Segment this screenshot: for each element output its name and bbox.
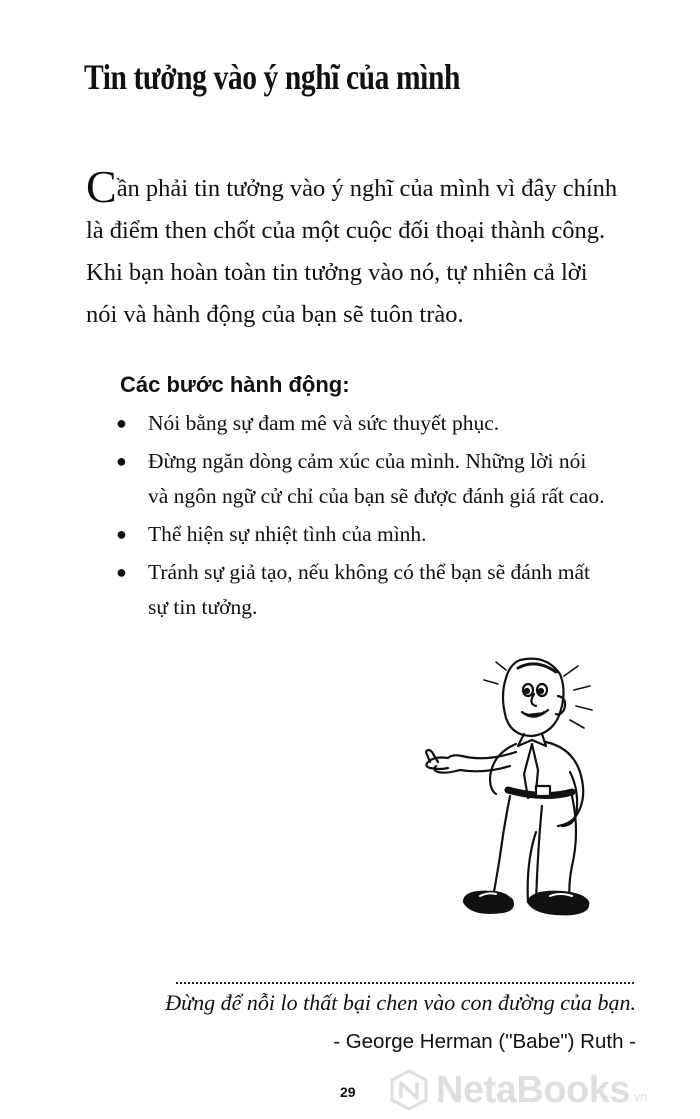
steps-list xyxy=(116,406,656,628)
intro-line: Cần phải tin tưởng vào ý nghĩ của mình vì đây chính xyxy=(86,161,618,212)
step-text: và ngôn ngữ cử chỉ của bạn sẽ được đánh giá rất cao. xyxy=(148,484,605,508)
intro-line: Khi bạn hoàn toàn tin tưởng vào nó, tự nhiên cả lời xyxy=(86,259,588,286)
watermark xyxy=(388,1068,647,1112)
bullet-icon: ● xyxy=(116,451,127,471)
watermark-brand: NetaBooks xyxy=(436,1068,630,1111)
step-item xyxy=(116,517,656,552)
bullet-icon: ● xyxy=(116,413,127,433)
step-text: Đừng ngăn dòng cảm xúc của mình. Những lời nói xyxy=(148,449,587,473)
confident-man-illustration xyxy=(424,656,624,931)
quote-author: - George Herman ("Babe") Ruth - xyxy=(333,1030,636,1053)
drop-cap: C xyxy=(86,161,117,212)
step-text: Tránh sự giả tạo, nếu không có thể bạn sẽ đánh mất xyxy=(148,560,590,584)
netabooks-logo-icon xyxy=(388,1069,430,1111)
steps-heading: Các bước hành động: xyxy=(120,372,350,397)
bullet-icon: ● xyxy=(116,562,127,582)
intro-line: là điểm then chốt của một cuộc đối thoại thành công. xyxy=(86,217,606,244)
intro-line: nói và hành động của bạn sẽ tuôn trào. xyxy=(86,301,464,328)
step-text: sự tin tưởng. xyxy=(148,595,258,619)
intro-paragraph xyxy=(86,161,646,336)
bullet-icon: ● xyxy=(116,524,127,544)
step-text: Nói bằng sự đam mê và sức thuyết phục. xyxy=(148,411,500,435)
quote-text: Đừng để nỗi lo thất bại chen vào con đường của bạn. xyxy=(165,990,636,1015)
step-item xyxy=(116,444,656,514)
step-text: Thể hiện sự nhiệt tình của mình. xyxy=(148,522,427,546)
page-number: 29 xyxy=(340,1084,356,1100)
step-item xyxy=(116,406,656,441)
quote-divider xyxy=(176,982,634,984)
watermark-suffix: .vn xyxy=(630,1089,648,1104)
step-item xyxy=(116,555,656,625)
page-title: Tin tưởng vào ý nghĩ của mình xyxy=(84,57,460,97)
